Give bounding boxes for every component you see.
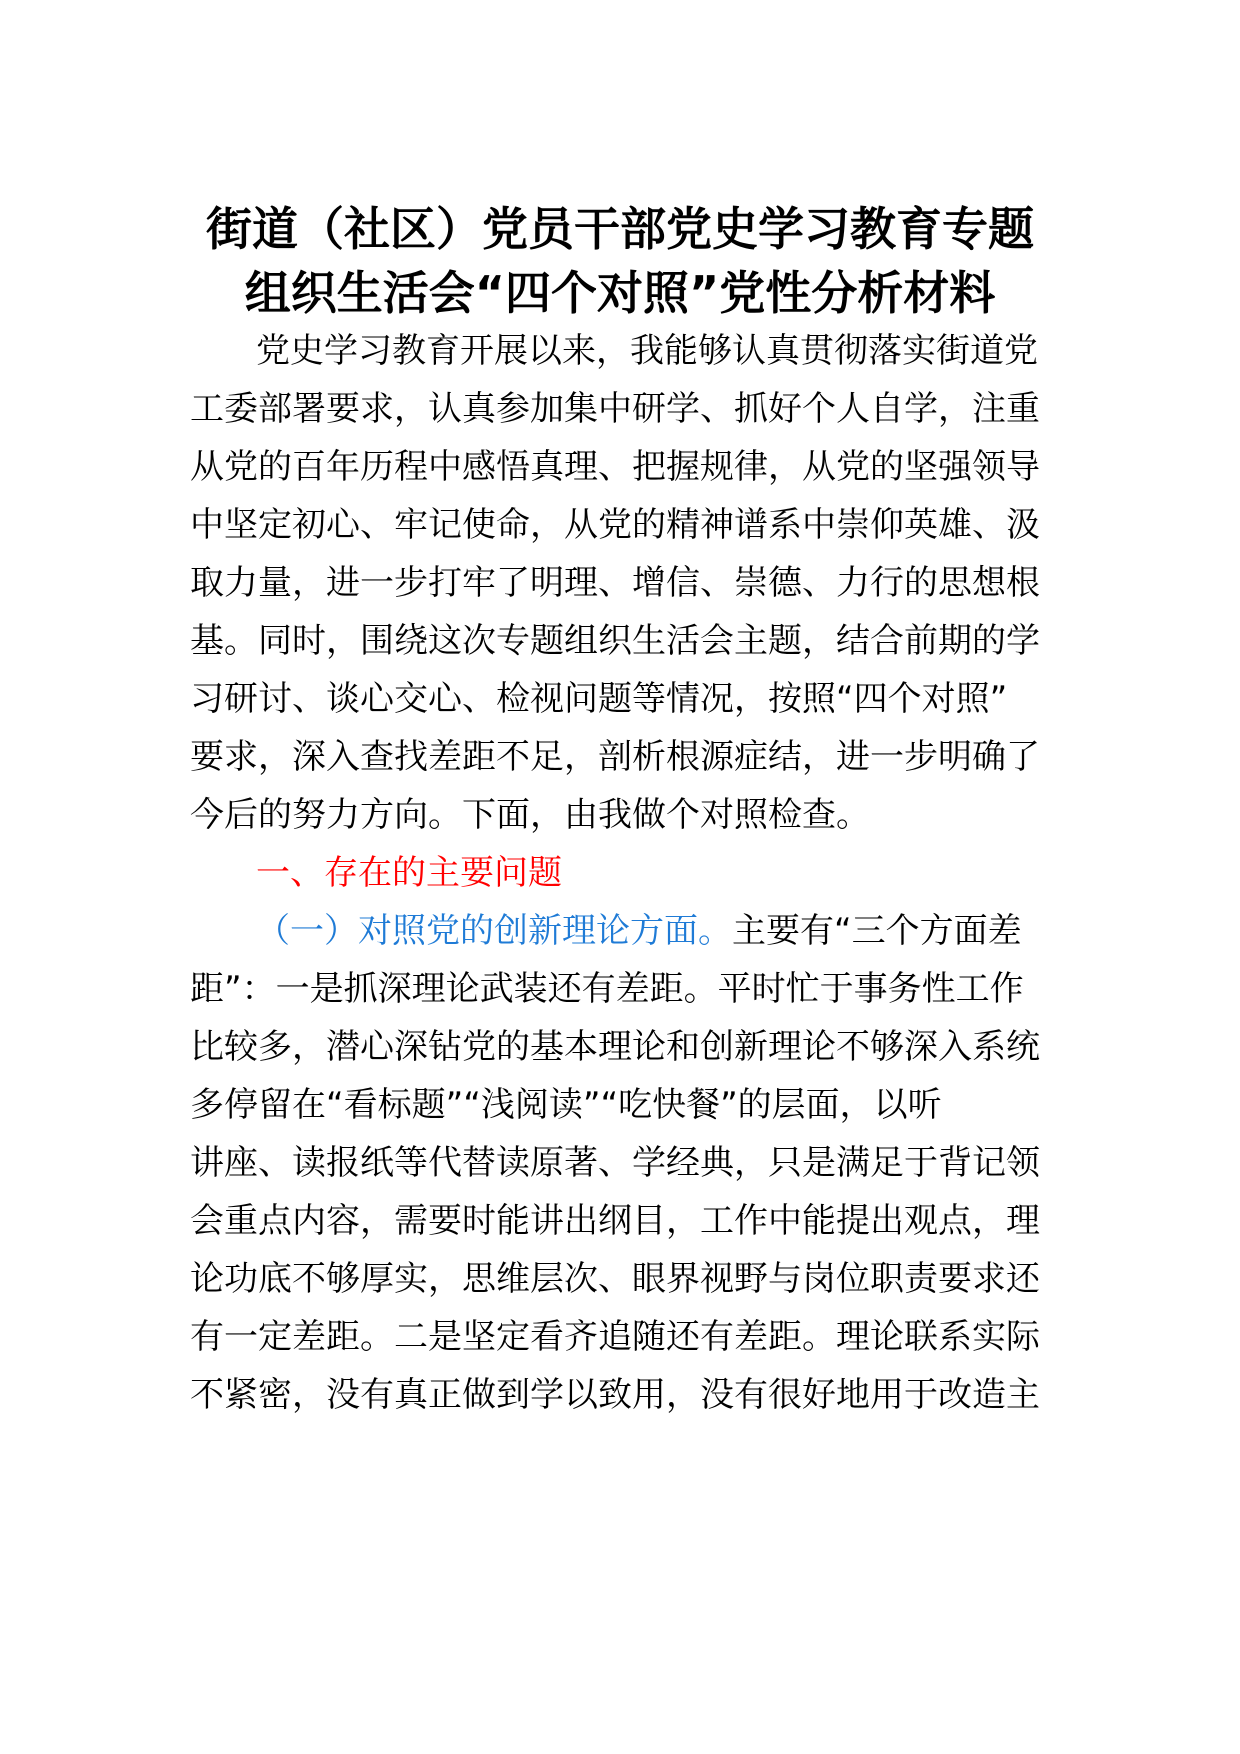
paragraph-1-line-9: 今后的努力方向。下面，由我做个对照检查。 xyxy=(190,795,870,835)
document-title-line-1: 街道（社区）党员干部党史学习教育专题 xyxy=(206,202,1034,256)
paragraph-1-line-6: 基。同时，围绕这次专题组织生活会主题，结合前期的学 xyxy=(190,621,1040,661)
paragraph-2-line-3: 多停留在“看标题”“浅阅读”“吃快餐”的层面，以听 xyxy=(190,1085,942,1125)
subsection-heading: （一）对照党的创新理论方面。 xyxy=(256,911,732,951)
paragraph-1-line-8: 要求，深入查找差距不足，剖析根源症结，进一步明确了 xyxy=(190,737,1040,777)
section-heading: 一、存在的主要问题 xyxy=(256,853,562,893)
paragraph-2-line-6: 论功底不够厚实，思维层次、眼界视野与岗位职责要求还 xyxy=(190,1259,1040,1299)
paragraph-2-line-8: 不紧密，没有真正做到学以致用，没有很好地用于改造主 xyxy=(190,1375,1040,1415)
paragraph-2-line-1: 距”：一是抓深理论武装还有差距。平时忙于事务性工作 xyxy=(190,969,1024,1009)
paragraph-1-line-5: 取力量，进一步打牢了明理、增信、崇德、力行的思想根 xyxy=(190,563,1040,603)
paragraph-1-line-4: 中坚定初心、牢记使命，从党的精神谱系中崇仰英雄、汲 xyxy=(190,505,1040,545)
paragraph-1-line-3: 从党的百年历程中感悟真理、把握规律，从党的坚强领导 xyxy=(190,447,1040,487)
subsection-first-line xyxy=(256,907,1022,955)
document-title-line-2: 组织生活会“四个对照”党性分析材料 xyxy=(244,266,996,320)
paragraph-2-line-7: 有一定差距。二是坚定看齐追随还有差距。理论联系实际 xyxy=(190,1317,1040,1357)
paragraph-1-line-7: 习研讨、谈心交心、检视问题等情况，按照“四个对照” xyxy=(190,679,1008,719)
paragraph-2-line-4: 讲座、读报纸等代替读原著、学经典，只是满足于背记领 xyxy=(190,1143,1040,1183)
paragraph-2-line-2: 比较多，潜心深钻党的基本理论和创新理论不够深入系统 xyxy=(190,1027,1040,1067)
paragraph-1-line-1: 党史学习教育开展以来，我能够认真贯彻落实街道党 xyxy=(256,331,1038,371)
paragraph-2-line-5: 会重点内容，需要时能讲出纲目，工作中能提出观点，理 xyxy=(190,1201,1040,1241)
paragraph-1-line-2: 工委部署要求，认真参加集中研学、抓好个人自学，注重 xyxy=(190,389,1040,429)
subsection-first-line-rest: 主要有“三个方面差 xyxy=(732,911,1022,951)
